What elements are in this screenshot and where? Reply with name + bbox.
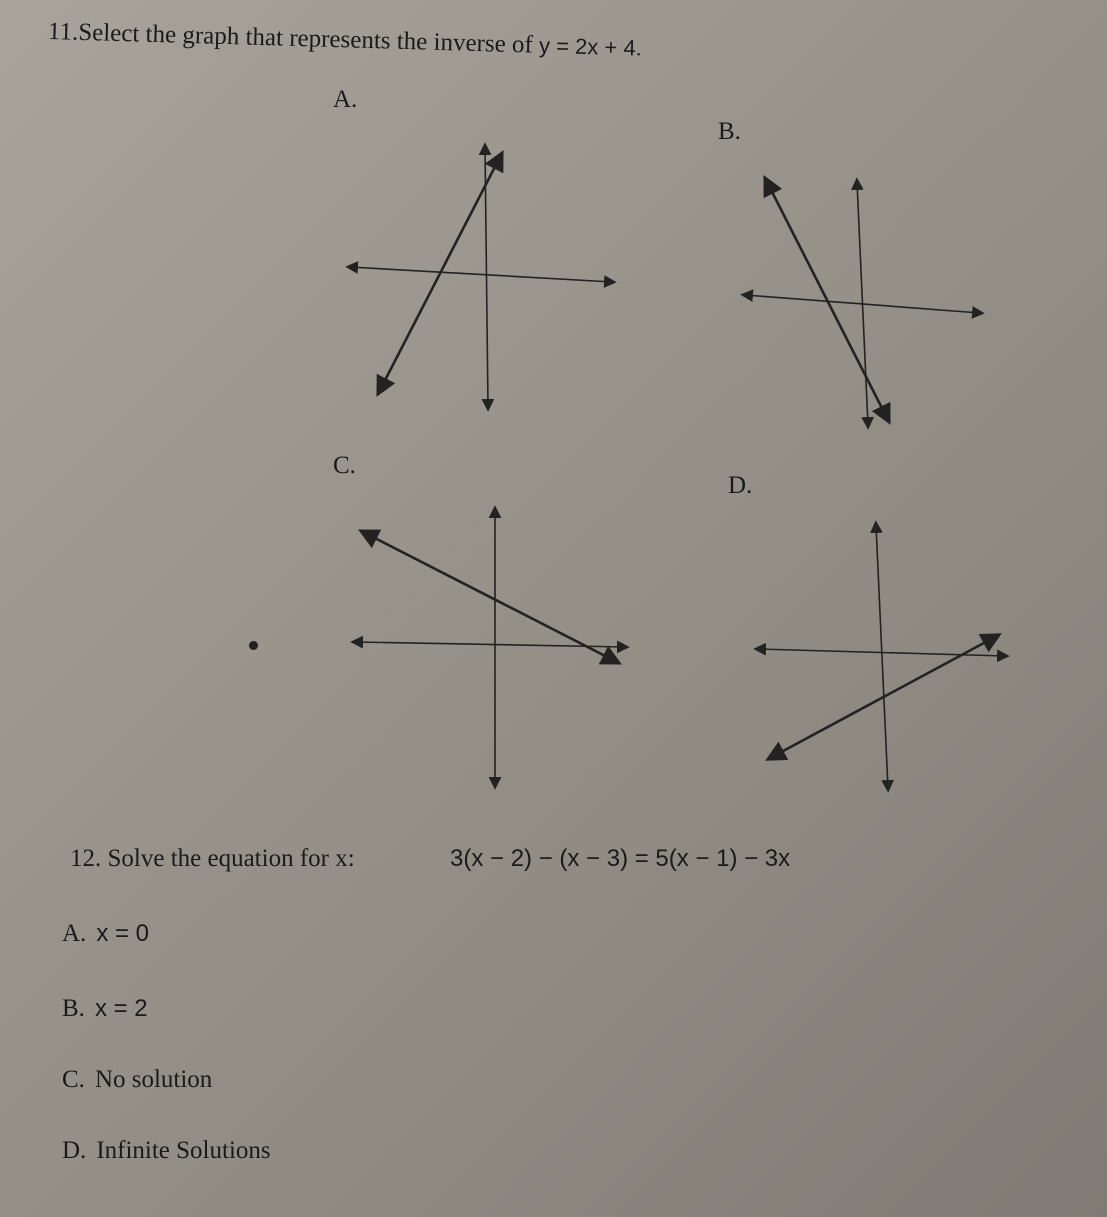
answer-b-label: B. <box>62 995 85 1022</box>
graph-b-line <box>767 182 887 418</box>
answer-a-text: x = 0 <box>96 920 150 947</box>
answer-d-text: Infinite Solutions <box>96 1137 271 1164</box>
answer-d[interactable] <box>62 1137 271 1165</box>
stray-dot <box>249 641 258 650</box>
question-12-equation: 3(x − 2) − (x − 3) = 5(x − 1) − 3x <box>450 845 791 872</box>
answer-c[interactable] <box>62 1066 212 1094</box>
answer-d-label: D. <box>62 1137 87 1164</box>
question-12-prompt: 12. Solve the equation for x: <box>70 845 355 872</box>
graph-c-grid <box>350 515 620 785</box>
option-b-label[interactable]: B. <box>718 118 741 145</box>
answer-c-text: No solution <box>94 1066 213 1093</box>
graph-a-line <box>380 157 500 390</box>
answer-b[interactable] <box>62 995 148 1023</box>
graph-option-b[interactable] <box>735 170 995 435</box>
option-d-label[interactable]: D. <box>728 472 753 499</box>
answer-a[interactable] <box>62 920 149 948</box>
graph-option-a[interactable] <box>340 135 630 420</box>
option-a-label[interactable]: A. <box>333 86 358 113</box>
graph-option-c[interactable] <box>345 505 635 790</box>
graph-a-x-axis <box>350 267 612 282</box>
question-11-prompt <box>48 18 643 63</box>
option-c-label[interactable]: C. <box>333 452 356 479</box>
question-11-text: 11.Select the graph that represents the inverse of <box>47 18 534 59</box>
question-11-equation: y = 2x + 4. <box>538 32 643 61</box>
answer-b-text: x = 2 <box>94 995 148 1022</box>
answer-a-label: A. <box>62 920 87 947</box>
graph-option-d[interactable] <box>750 520 1015 795</box>
answer-c-label: C. <box>62 1066 85 1093</box>
